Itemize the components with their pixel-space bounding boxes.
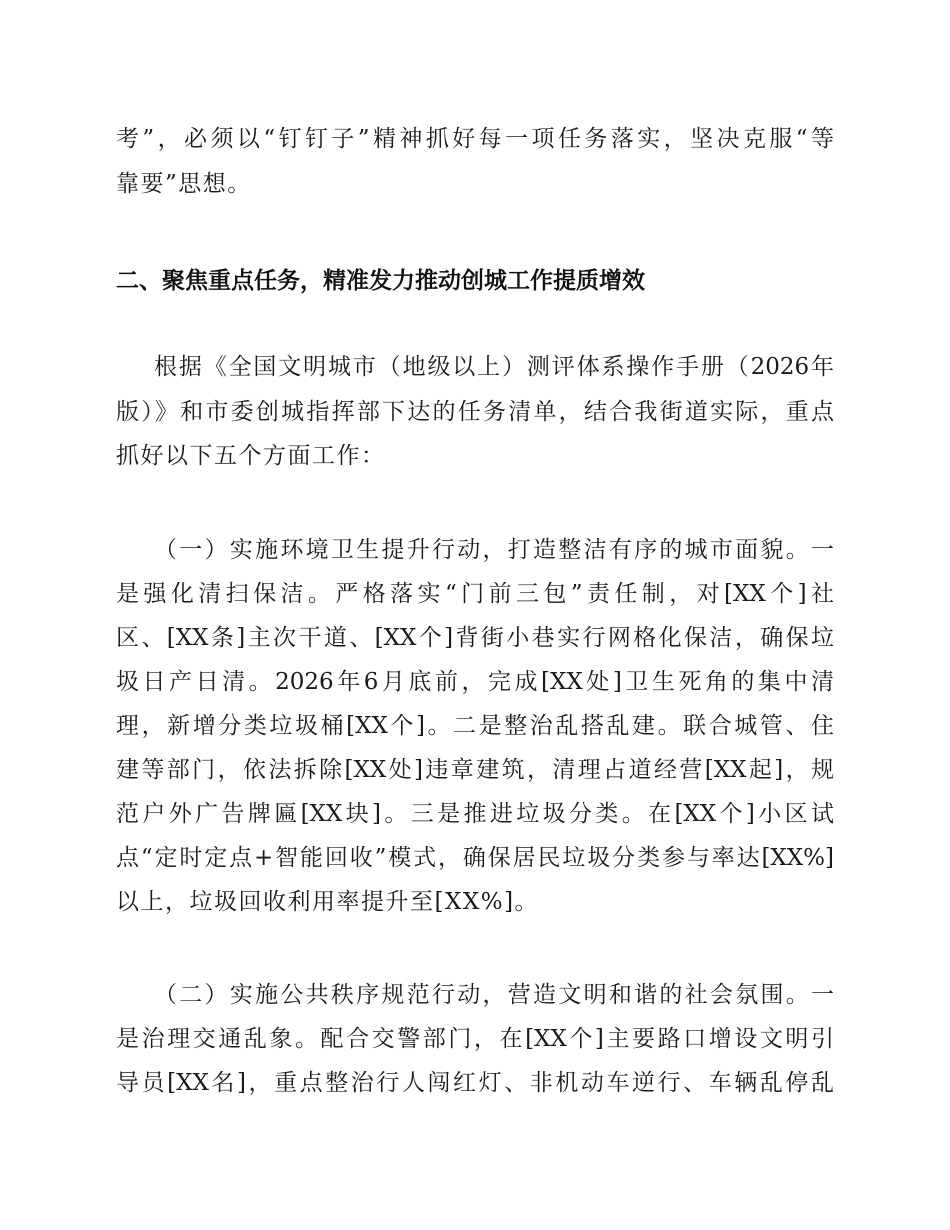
section-heading: 二、聚焦重点任务，精准发力推动创城工作提质增效 — [116, 268, 645, 294]
paragraph-line: 是治理交通乱象。配合交警部门，在[XX个]主要路口增设文明引 — [116, 1026, 834, 1052]
paragraph-line: 理，新增分类垃圾桶[XX个]。二是整治乱搭乱建。联合城管、住 — [116, 713, 834, 739]
paragraph-line: （二）实施公共秩序规范行动，营造文明和谐的社会氛围。一 — [154, 982, 834, 1008]
paragraph-line: 范户外广告牌匾[XX块]。三是推进垃圾分类。在[XX个]小区试 — [116, 801, 834, 827]
paragraph-line: 根据《全国文明城市（地级以上）测评体系操作手册（2026年 — [154, 354, 834, 380]
paragraph-line: 建等部门，依法拆除[XX处]违章建筑，清理占道经营[XX起]，规 — [116, 757, 834, 783]
paragraph-line: （一）实施环境卫生提升行动，打造整洁有序的城市面貌。一 — [154, 537, 834, 563]
intro-line: 考”，必须以“钉钉子”精神抓好每一项任务落实，坚决克服“等 — [116, 126, 834, 152]
paragraph-line: 版）》和市委创城指挥部下达的任务清单，结合我街道实际，重点 — [116, 399, 834, 425]
paragraph-line: 区、[XX条]主次干道、[XX个]背街小巷实行网格化保洁，确保垃 — [116, 625, 834, 651]
paragraph-line: 点“定时定点+智能回收”模式，确保居民垃圾分类参与率达[XX%] — [116, 845, 834, 871]
paragraph-line: 以上，垃圾回收利用率提升至[XX%]。 — [116, 889, 540, 915]
paragraph-line: 导员[XX名]，重点整治行人闯红灯、非机动车逆行、车辆乱停乱 — [116, 1070, 834, 1096]
paragraph-line: 抓好以下五个方面工作： — [116, 443, 386, 469]
intro-line: 靠要”思想。 — [116, 171, 252, 197]
paragraph-line: 是强化清扫保洁。严格落实“门前三包”责任制，对[XX个]社 — [116, 581, 834, 607]
paragraph-line: 圾日产日清。2026年6月底前，完成[XX处]卫生死角的集中清 — [116, 669, 834, 695]
